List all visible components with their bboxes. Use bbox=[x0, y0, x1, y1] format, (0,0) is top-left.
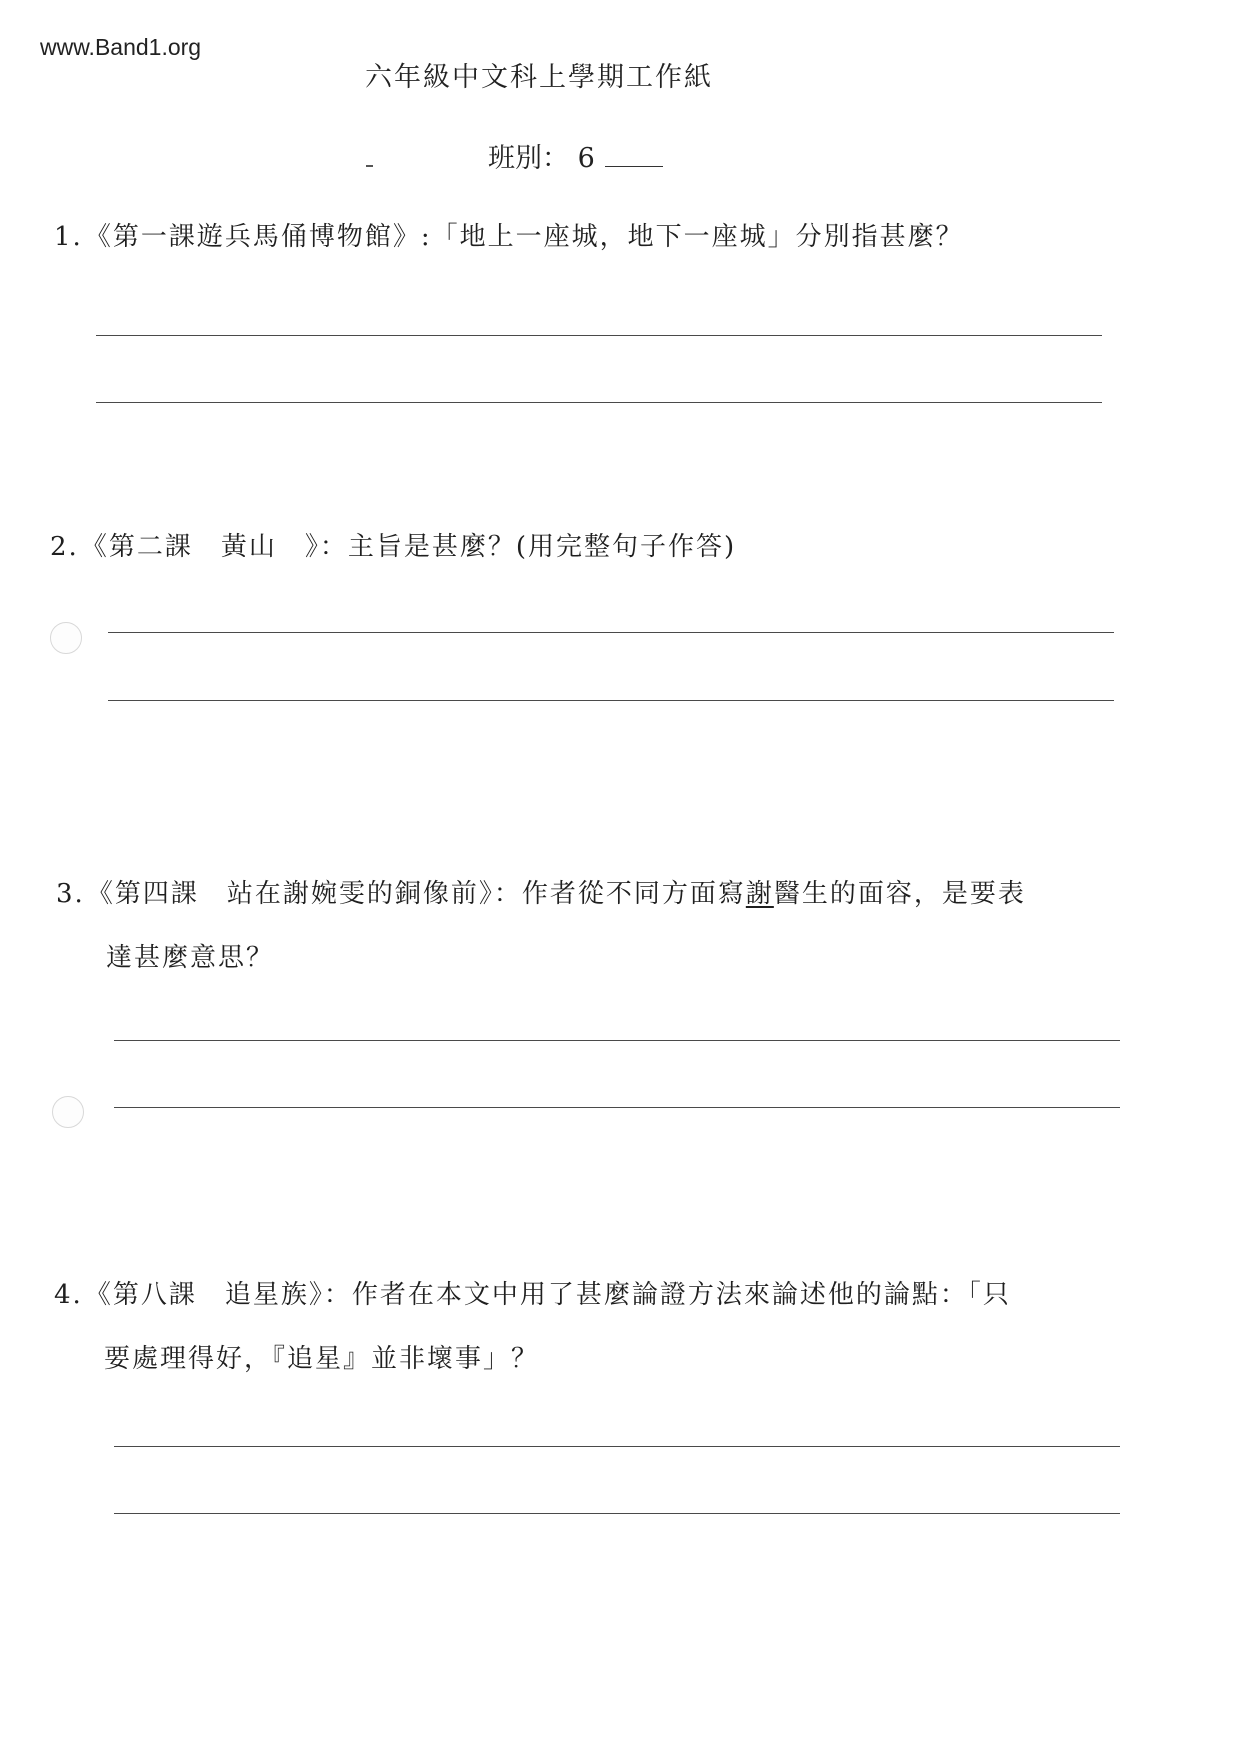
question-text: 《第一課遊兵馬俑博物館》:「地上一座城，地下一座城」分別指甚麼？ bbox=[84, 222, 964, 252]
question-text: 醫生的面容，是要表 bbox=[773, 879, 1026, 909]
answer-line[interactable] bbox=[96, 402, 1102, 403]
question-text: 《第二課 黃山 》：主旨是甚麼？(用完整句子作答) bbox=[80, 532, 737, 562]
question-text-continued: 達甚麼意思？ bbox=[106, 943, 275, 973]
question-number: 3. bbox=[56, 879, 85, 909]
question-text: 《第八課 追星族》：作者在本文中用了甚麼論證方法來論述他的論點：「只 bbox=[84, 1280, 1011, 1310]
question-text-underlined: 謝 bbox=[745, 879, 774, 909]
stray-mark bbox=[366, 165, 373, 167]
answer-line[interactable] bbox=[108, 632, 1114, 633]
answer-line[interactable] bbox=[96, 335, 1102, 336]
question-4 bbox=[54, 1263, 1011, 1391]
answer-line[interactable] bbox=[114, 1513, 1120, 1514]
class-label: 班別： bbox=[488, 143, 569, 174]
question-2 bbox=[50, 515, 736, 579]
question-text: 《第四課 站在謝婉雯的銅像前》：作者從不同方面寫 bbox=[86, 879, 746, 909]
answer-line[interactable] bbox=[114, 1446, 1120, 1447]
punch-hole bbox=[50, 622, 82, 654]
question-number: 4. bbox=[54, 1280, 83, 1310]
answer-line[interactable] bbox=[108, 700, 1114, 701]
class-field bbox=[488, 136, 663, 175]
question-number: 2. bbox=[50, 532, 79, 562]
answer-line[interactable] bbox=[114, 1040, 1120, 1041]
question-1 bbox=[54, 205, 964, 269]
worksheet-title: 六年級中文科上學期工作紙 bbox=[365, 62, 713, 93]
question-3 bbox=[56, 862, 1026, 990]
question-text-continued: 要處理得好，『追星』並非壞事」？ bbox=[104, 1344, 540, 1374]
answer-line[interactable] bbox=[114, 1107, 1120, 1108]
class-blank[interactable] bbox=[605, 142, 663, 167]
class-value: 6 bbox=[577, 143, 595, 174]
question-number: 1. bbox=[54, 222, 83, 252]
punch-hole bbox=[52, 1096, 84, 1128]
watermark: www.Band1.org bbox=[40, 34, 202, 60]
